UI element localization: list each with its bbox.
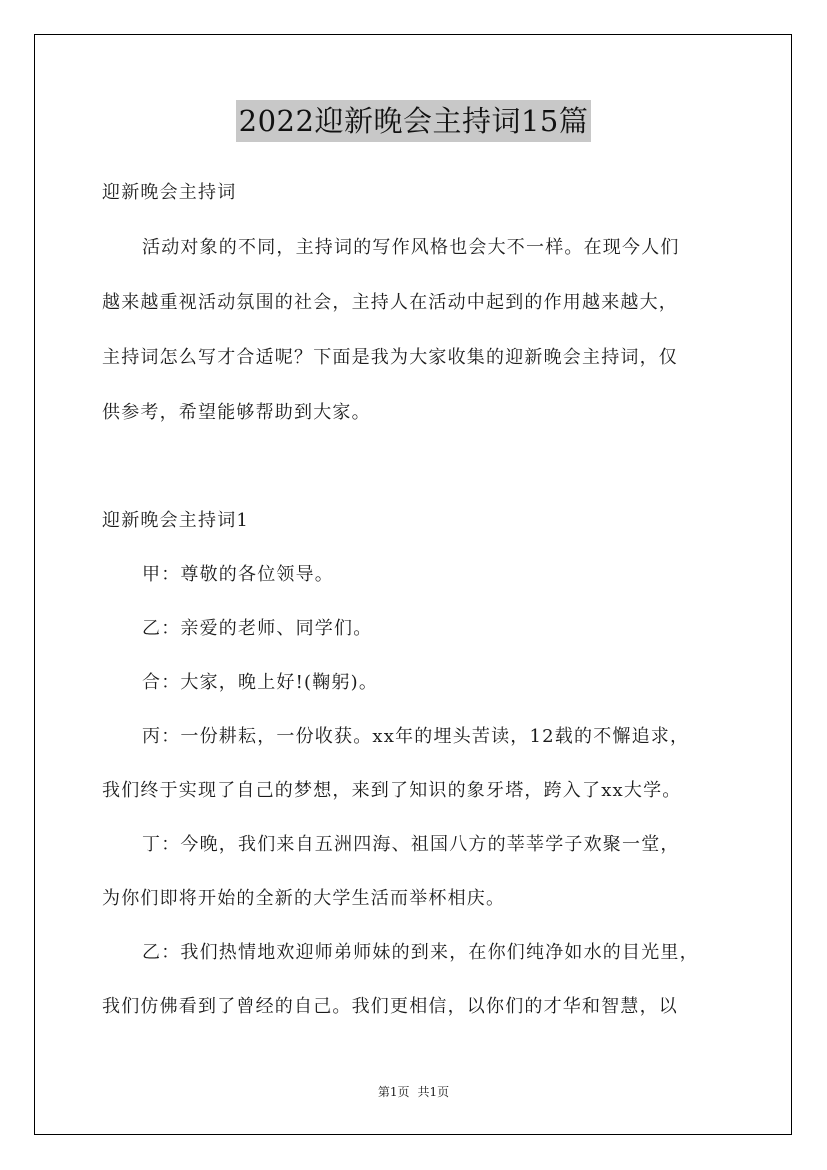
paragraph-line: 丁：今晚，我们来自五洲四海、祖国八方的莘莘学子欢聚一堂， [142, 834, 680, 855]
document-title: 2022迎新晚会主持词15篇 [236, 100, 592, 142]
paragraph-line: 丙：一份耕耘，一份收获。xx年的埋头苦读，12载的不懈追求， [142, 726, 690, 747]
paragraph-line: 甲：尊敬的各位领导。 [142, 564, 334, 585]
paragraph-line: 乙：亲爱的老师、同学们。 [142, 618, 373, 639]
paragraph-line: 合：大家，晚上好!(鞠躬)。 [142, 672, 379, 693]
page-number: 第1页 [377, 1085, 410, 1099]
paragraph-line: 活动对象的不同，主持词的写作风格也会大不一样。在现今人们 [142, 237, 680, 258]
paragraph-line: 乙：我们热情地欢迎师弟师妹的到来，在你们纯净如水的目光里， [142, 942, 699, 963]
paragraph-line: 越来越重视活动氛围的社会，主持人在活动中起到的作用越来越大， [102, 292, 678, 313]
title-container [0, 100, 827, 142]
section-heading: 迎新晚会主持词1 [102, 510, 250, 531]
paragraph-line: 主持词怎么写才合适呢？下面是我为大家收集的迎新晚会主持词，仅 [102, 347, 678, 368]
page-footer [0, 1084, 827, 1100]
page-total: 共1页 [417, 1085, 450, 1099]
paragraph-line: 为你们即将开始的全新的大学生活而举杯相庆。 [102, 888, 506, 909]
paragraph-line: 我们终于实现了自己的梦想，来到了知识的象牙塔，跨入了xx大学。 [102, 780, 682, 801]
paragraph-line: 供参考，希望能够帮助到大家。 [102, 402, 371, 423]
paragraph-line: 我们仿佛看到了曾经的自己。我们更相信，以你们的才华和智慧，以 [102, 996, 678, 1017]
section-heading: 迎新晚会主持词 [102, 182, 237, 203]
